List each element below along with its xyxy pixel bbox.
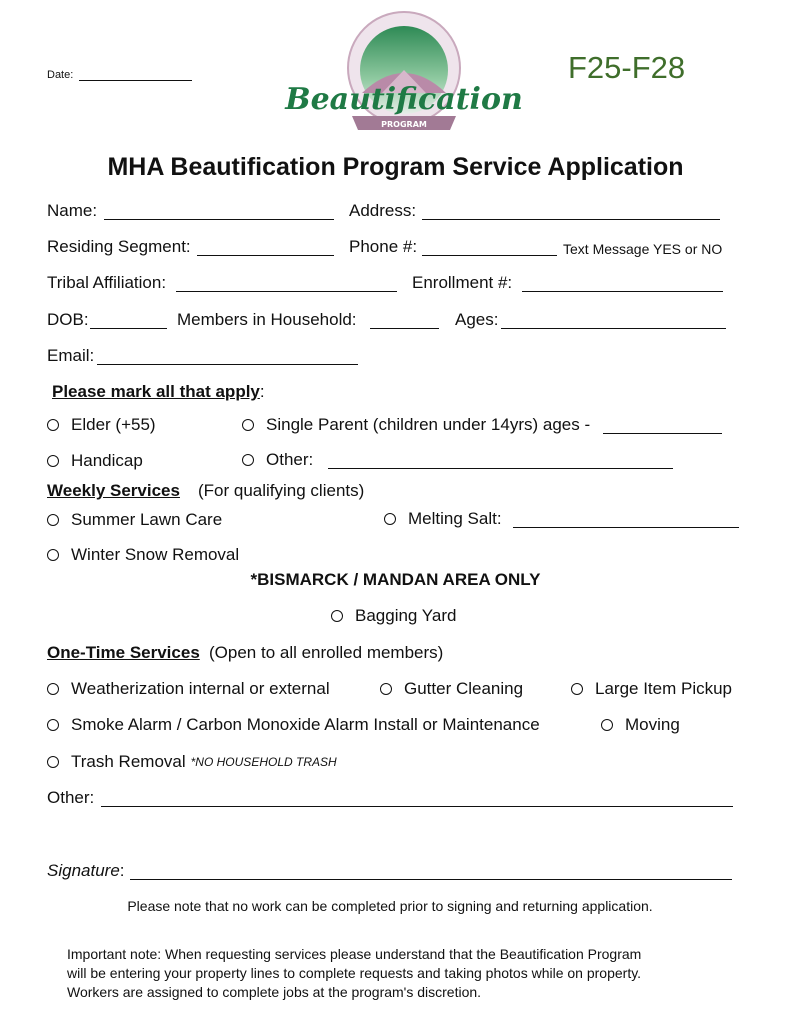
option-smoke-alarm[interactable] xyxy=(47,715,540,735)
melting-salt-field[interactable] xyxy=(513,527,739,528)
onetime-heading: One-Time Services xyxy=(47,643,200,662)
option-weatherization[interactable] xyxy=(47,679,330,699)
option-large-item[interactable] xyxy=(571,679,732,699)
enrollment-label: Enrollment #: xyxy=(412,273,513,292)
ages-label: Ages: xyxy=(455,310,499,329)
enrollment-field[interactable] xyxy=(522,291,723,292)
radio-circle-icon[interactable] xyxy=(47,419,59,431)
email-field[interactable] xyxy=(97,364,358,365)
option-other[interactable] xyxy=(242,450,313,470)
single-parent-ages-field[interactable] xyxy=(603,433,722,434)
apply-heading xyxy=(52,382,265,402)
option-handicap[interactable] xyxy=(47,451,143,471)
radio-circle-icon[interactable] xyxy=(47,756,59,768)
option-label: Winter Snow Removal xyxy=(71,545,240,564)
form-code: F25-F28 xyxy=(568,50,686,85)
option-label: Gutter Cleaning xyxy=(404,679,524,698)
radio-circle-icon[interactable] xyxy=(242,454,254,466)
address-field[interactable] xyxy=(422,219,720,220)
signature-field[interactable] xyxy=(130,879,732,880)
option-label: Other: xyxy=(266,450,314,469)
radio-circle-icon[interactable] xyxy=(601,719,613,731)
radio-circle-icon[interactable] xyxy=(384,513,396,525)
tribal-field[interactable] xyxy=(176,291,397,292)
option-summer-lawn[interactable] xyxy=(47,510,222,530)
page-title: MHA Beautification Program Service Application xyxy=(107,153,684,181)
signature-label xyxy=(47,861,125,881)
weekly-heading: Weekly Services xyxy=(47,481,180,500)
radio-circle-icon[interactable] xyxy=(47,683,59,695)
trash-note: *NO HOUSEHOLD TRASH xyxy=(190,755,337,769)
name-field[interactable] xyxy=(104,219,334,220)
option-label: Elder (+55) xyxy=(71,415,156,434)
other-label: Other: xyxy=(47,788,95,807)
radio-circle-icon[interactable] xyxy=(331,610,343,622)
signature-colon: : xyxy=(119,861,125,880)
ages-field[interactable] xyxy=(501,328,726,329)
segment-label: Residing Segment: xyxy=(47,237,191,256)
option-label: Large Item Pickup xyxy=(595,679,733,698)
option-label: Smoke Alarm / Carbon Monoxide Alarm Install or Maintenance xyxy=(71,715,540,734)
dob-label: DOB: xyxy=(47,310,89,329)
beautification-logo xyxy=(285,8,523,143)
option-label: Handicap xyxy=(71,451,143,470)
phone-label: Phone #: xyxy=(349,237,418,256)
radio-circle-icon[interactable] xyxy=(380,683,392,695)
important-note-line-3: Workers are assigned to complete jobs at the program's discretion. xyxy=(67,984,482,1000)
segment-field[interactable] xyxy=(197,255,334,256)
radio-circle-icon[interactable] xyxy=(47,719,59,731)
radio-circle-icon[interactable] xyxy=(571,683,583,695)
phone-field[interactable] xyxy=(422,255,557,256)
option-label: Weatherization internal or external xyxy=(71,679,330,698)
date-field[interactable] xyxy=(79,80,192,81)
members-label: Members in Household: xyxy=(177,310,357,329)
apply-colon: : xyxy=(259,382,265,401)
apply-heading-text: Please mark all that apply xyxy=(52,382,260,401)
signature-text: Signature xyxy=(47,861,120,880)
address-label: Address: xyxy=(349,201,417,220)
radio-circle-icon[interactable] xyxy=(47,455,59,467)
weekly-note: (For qualifying clients) xyxy=(198,481,365,500)
text-message-choice[interactable]: Text Message YES or NO xyxy=(563,241,723,257)
option-single-parent[interactable] xyxy=(242,415,590,435)
radio-circle-icon[interactable] xyxy=(47,514,59,526)
important-note-line-1: Important note: When requesting services please understand that the Beautification Program xyxy=(67,946,642,962)
important-note-line-2: will be entering your property lines to complete requests and taking photos while on property. xyxy=(67,965,642,981)
name-label: Name: xyxy=(47,201,98,220)
option-label: Summer Lawn Care xyxy=(71,510,223,529)
dob-field[interactable] xyxy=(90,328,167,329)
option-bagging-yard[interactable] xyxy=(331,606,456,626)
apply-other-field[interactable] xyxy=(328,468,673,469)
option-label: Trash Removal xyxy=(71,752,186,771)
radio-circle-icon[interactable] xyxy=(242,419,254,431)
tribal-label: Tribal Affiliation: xyxy=(47,273,167,292)
option-label: Moving xyxy=(625,715,680,734)
option-label: Bagging Yard xyxy=(355,606,457,625)
option-gutter-cleaning[interactable] xyxy=(380,679,523,699)
onetime-note: (Open to all enrolled members) xyxy=(209,643,444,662)
option-trash-removal[interactable] xyxy=(47,752,337,772)
option-melting-salt[interactable] xyxy=(384,509,502,529)
option-label: Melting Salt: xyxy=(408,509,502,528)
email-label: Email: xyxy=(47,346,95,365)
members-field[interactable] xyxy=(370,328,439,329)
svg-text:PROGRAM: PROGRAM xyxy=(381,120,427,129)
other-field[interactable] xyxy=(101,806,733,807)
option-snow-removal[interactable] xyxy=(47,545,239,565)
radio-circle-icon[interactable] xyxy=(47,549,59,561)
date-label: Date: xyxy=(47,69,74,81)
svg-text:Beautification: Beautification xyxy=(285,82,523,117)
option-elder[interactable] xyxy=(47,415,156,435)
option-label: Single Parent (children under 14yrs) ages - xyxy=(266,415,591,434)
option-moving[interactable] xyxy=(601,715,680,735)
please-note: Please note that no work can be completed prior to signing and returning application. xyxy=(127,898,653,914)
area-note: *BISMARCK / MANDAN AREA ONLY xyxy=(250,570,541,589)
